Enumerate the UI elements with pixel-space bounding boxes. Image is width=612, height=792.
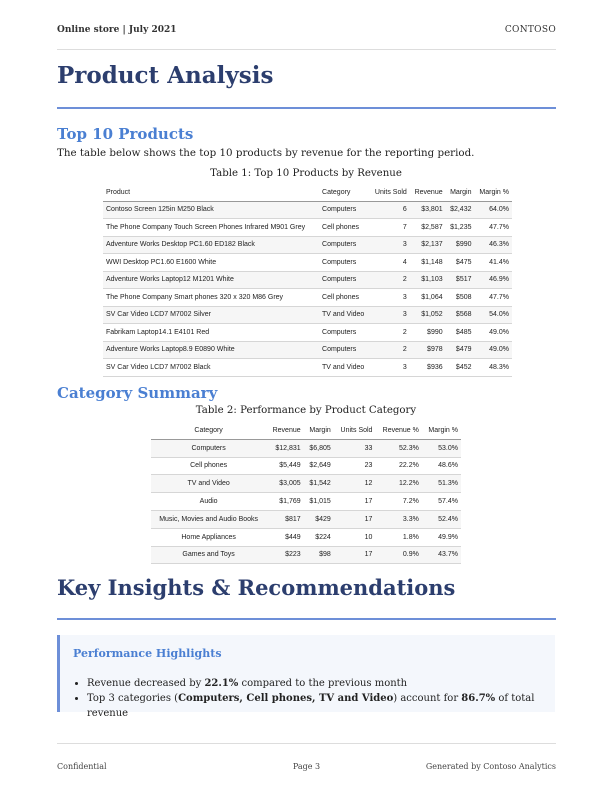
table-cell: $978: [410, 341, 446, 359]
column-header: Margin: [446, 184, 475, 201]
table-cell: $479: [446, 341, 475, 359]
table-row: [151, 439, 461, 457]
table-cell: 49.0%: [475, 341, 513, 359]
table-cell: $2,137: [410, 236, 446, 254]
table-cell: WWI Desktop PC1.60 E1600 White: [103, 254, 319, 272]
table-cell: 46.3%: [475, 236, 513, 254]
bullet-text: compared to the previous month: [238, 678, 408, 689]
table-cell: Computers: [319, 236, 370, 254]
table-cell: Cell phones: [319, 289, 370, 307]
table-cell: $1,542: [304, 475, 334, 493]
table-cell: Contoso Screen 125in M250 Black: [103, 201, 319, 219]
table-cell: $5,449: [266, 457, 303, 475]
table-cell: 2: [370, 271, 410, 289]
table-cell: 48.6%: [422, 457, 461, 475]
table-cell: 53.0%: [422, 439, 461, 457]
bullet-emphasis: Computers, Cell phones, TV and Video: [178, 693, 394, 704]
table-cell: 17: [334, 510, 376, 528]
table-cell: $936: [410, 359, 446, 377]
table-row: [151, 493, 461, 511]
table-cell: 12.2%: [375, 475, 421, 493]
table-row: [103, 306, 512, 324]
table-cell: Computers: [151, 439, 266, 457]
table-cell: Computers: [319, 324, 370, 342]
table-cell: Computers: [319, 271, 370, 289]
table-cell: 49.0%: [475, 324, 513, 342]
table-cell: 10: [334, 528, 376, 546]
performance-highlights-callout: [57, 635, 555, 719]
table-cell: SV Car Video LCD7 M7002 Silver: [103, 306, 319, 324]
category-summary-table: [151, 422, 461, 564]
title-rule: [57, 107, 556, 109]
column-header: Units Sold: [334, 422, 376, 439]
table-cell: TV and Video: [151, 475, 266, 493]
table2-caption: Table 2: Performance by Product Category: [195, 405, 417, 416]
bullet-text: Top 3 categories (: [87, 693, 179, 704]
table-cell: $98: [304, 546, 334, 564]
table-cell: $1,235: [446, 219, 475, 237]
table1-caption: Table 1: Top 10 Products by Revenue: [210, 168, 402, 179]
highlights-list: [73, 676, 557, 721]
table-cell: 52.3%: [375, 439, 421, 457]
table-cell: $1,015: [304, 493, 334, 511]
callout-title: Performance Highlights: [73, 647, 222, 660]
table-row: [151, 546, 461, 564]
table-cell: $485: [446, 324, 475, 342]
table-cell: 33: [334, 439, 376, 457]
table-cell: $3,005: [266, 475, 303, 493]
page-footer: [57, 762, 556, 771]
section-intro: The table below shows the top 10 products by revenue for the reporting period.: [57, 147, 475, 159]
table-cell: $2,649: [304, 457, 334, 475]
column-header: Revenue %: [375, 422, 421, 439]
table-cell: Cell phones: [319, 219, 370, 237]
table-cell: 23: [334, 457, 376, 475]
table-cell: 52.4%: [422, 510, 461, 528]
table-row: [151, 457, 461, 475]
table-cell: 3: [370, 359, 410, 377]
table-cell: $475: [446, 254, 475, 272]
table-cell: 41.4%: [475, 254, 513, 272]
table-cell: $568: [446, 306, 475, 324]
table-cell: 12: [334, 475, 376, 493]
bullet-text: of total revenue: [87, 693, 535, 719]
table-cell: $2,587: [410, 219, 446, 237]
list-item: [87, 691, 557, 721]
table-cell: 2: [370, 341, 410, 359]
bullet-emphasis: 86.7%: [461, 693, 496, 704]
table-cell: 22.2%: [375, 457, 421, 475]
table-cell: TV and Video: [319, 306, 370, 324]
column-header: Revenue: [410, 184, 446, 201]
table-row: [103, 324, 512, 342]
table-cell: 51.3%: [422, 475, 461, 493]
column-header: Margin: [304, 422, 334, 439]
table-cell: $1,064: [410, 289, 446, 307]
table-cell: SV Car Video LCD7 M7002 Black: [103, 359, 319, 377]
table-row: [103, 271, 512, 289]
table-cell: $449: [266, 528, 303, 546]
list-item: [87, 676, 557, 691]
table-row: [103, 359, 512, 377]
table-cell: Fabrikam Laptop14.1 E4101 Red: [103, 324, 319, 342]
table-cell: 2: [370, 324, 410, 342]
bullet-text: Revenue decreased by: [87, 678, 205, 689]
header-divider: [57, 49, 556, 50]
table-cell: 57.4%: [422, 493, 461, 511]
table-cell: $12,831: [266, 439, 303, 457]
table-cell: 49.9%: [422, 528, 461, 546]
table-cell: Games and Toys: [151, 546, 266, 564]
table-cell: 0.9%: [375, 546, 421, 564]
table-cell: $1,052: [410, 306, 446, 324]
table-cell: 7.2%: [375, 493, 421, 511]
report-period: Online store | July 2021: [57, 25, 177, 35]
column-header: Product: [103, 184, 319, 201]
table-cell: The Phone Company Smart phones 320 x 320 M86 Grey: [103, 289, 319, 307]
table-cell: $223: [266, 546, 303, 564]
table-cell: TV and Video: [319, 359, 370, 377]
table-cell: 7: [370, 219, 410, 237]
table-cell: $1,103: [410, 271, 446, 289]
table-cell: 3.3%: [375, 510, 421, 528]
table-row: [103, 341, 512, 359]
table-cell: $990: [410, 324, 446, 342]
table-cell: Home Appliances: [151, 528, 266, 546]
table-cell: $6,805: [304, 439, 334, 457]
table-cell: 47.7%: [475, 289, 513, 307]
table-cell: $817: [266, 510, 303, 528]
generator-label: Generated by Contoso Analytics: [425, 762, 556, 771]
confidential-label: Confidential: [57, 762, 107, 771]
table-cell: 3: [370, 289, 410, 307]
table-cell: $2,432: [446, 201, 475, 219]
table-cell: Computers: [319, 201, 370, 219]
table-cell: 47.7%: [475, 219, 513, 237]
table-cell: Computers: [319, 341, 370, 359]
bullet-emphasis: 22.1%: [204, 678, 239, 689]
page-header: [57, 25, 556, 39]
table-cell: Adventure Works Laptop8.9 E0890 White: [103, 341, 319, 359]
table-cell: 64.0%: [475, 201, 513, 219]
table-cell: $452: [446, 359, 475, 377]
table-cell: Adventure Works Laptop12 M1201 White: [103, 271, 319, 289]
column-header: Category: [319, 184, 370, 201]
table-cell: 43.7%: [422, 546, 461, 564]
table-cell: Music, Movies and Audio Books: [151, 510, 266, 528]
table-cell: 1.8%: [375, 528, 421, 546]
table-cell: Computers: [319, 254, 370, 272]
table-row: [103, 236, 512, 254]
insights-rule: [57, 618, 556, 620]
table-row: [151, 510, 461, 528]
table-header-row: [151, 422, 461, 439]
table-cell: $508: [446, 289, 475, 307]
page-title: Product Analysis: [57, 62, 274, 89]
table-cell: 46.9%: [475, 271, 513, 289]
table-cell: $1,769: [266, 493, 303, 511]
page-number: Page 3: [292, 762, 321, 771]
table-cell: 3: [370, 306, 410, 324]
table-row: [103, 201, 512, 219]
table-cell: 48.3%: [475, 359, 513, 377]
insights-heading: Key Insights & Recommendations: [57, 575, 456, 600]
section-heading-category-summary: Category Summary: [57, 384, 218, 402]
column-header: Units Sold: [370, 184, 410, 201]
table-cell: $429: [304, 510, 334, 528]
table-cell: $1,148: [410, 254, 446, 272]
section-heading-top-products: Top 10 Products: [57, 125, 194, 143]
company-name: CONTOSO: [504, 25, 556, 35]
top-products-table: [103, 184, 512, 377]
table-cell: 17: [334, 546, 376, 564]
table-row: [151, 475, 461, 493]
column-header: Category: [151, 422, 266, 439]
table-row: [103, 289, 512, 307]
table-cell: 54.0%: [475, 306, 513, 324]
column-header: Revenue: [266, 422, 303, 439]
table-cell: $990: [446, 236, 475, 254]
table-cell: $3,801: [410, 201, 446, 219]
table-cell: 4: [370, 254, 410, 272]
table-cell: Audio: [151, 493, 266, 511]
column-header: Margin %: [422, 422, 461, 439]
table-row: [103, 254, 512, 272]
table-cell: 3: [370, 236, 410, 254]
table-cell: $517: [446, 271, 475, 289]
table-cell: $224: [304, 528, 334, 546]
table-row: [103, 219, 512, 237]
bullet-text: ) account for: [393, 693, 462, 704]
table-cell: Adventure Works Desktop PC1.60 ED182 Black: [103, 236, 319, 254]
table-row: [151, 528, 461, 546]
column-header: Margin %: [475, 184, 513, 201]
table-cell: Cell phones: [151, 457, 266, 475]
table-cell: The Phone Company Touch Screen Phones Infrared M901 Grey: [103, 219, 319, 237]
table-header-row: [103, 184, 512, 201]
table-cell: 17: [334, 493, 376, 511]
table-cell: 6: [370, 201, 410, 219]
footer-divider: [57, 743, 556, 744]
